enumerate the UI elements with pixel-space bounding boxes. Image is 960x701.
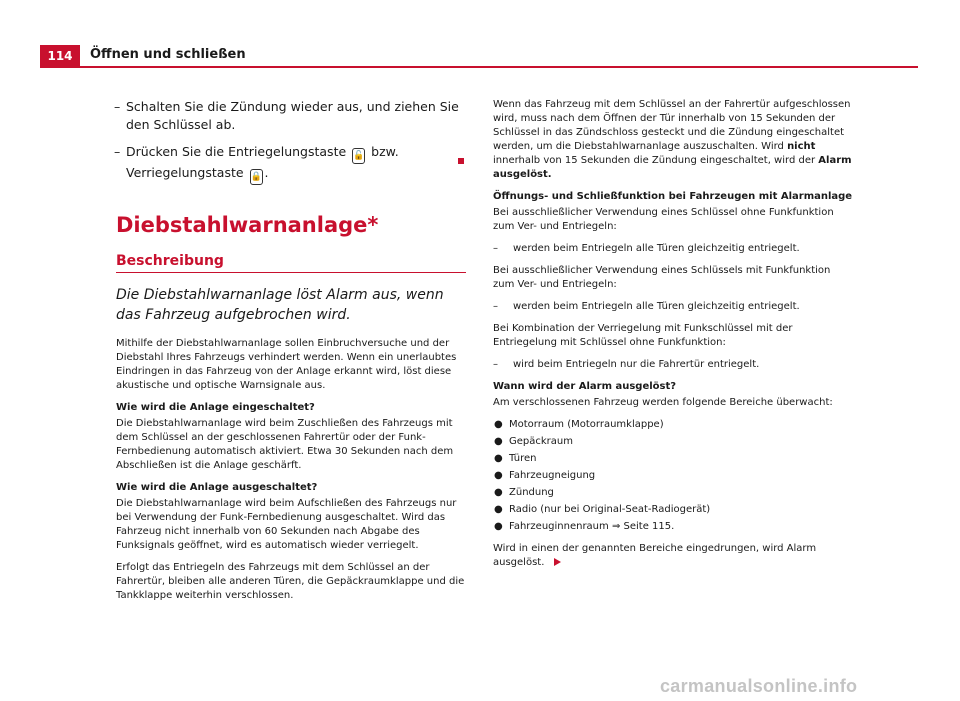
dash-marker: – [114, 99, 121, 114]
header-divider [40, 66, 918, 68]
dash-marker: – [493, 301, 498, 312]
continue-arrow-icon [554, 558, 561, 566]
emphasis-text: nicht [787, 141, 816, 152]
bullet-icon: ● [494, 453, 503, 464]
bullet-icon: ● [494, 470, 503, 481]
paragraph: Erfolgt das Entriegeln des Fahrzeugs mit dem Schlüssel an der Fahrertür, bleiben alle anderen Türen, die Gepäckraumklappe und die Tankklappe weiterhin verschlossen. [116, 562, 465, 601]
step-item [116, 143, 466, 185]
intro-text: Die Diebstahlwarnanlage löst Alarm aus, wenn das Fahrzeug aufgebrochen wird. [116, 287, 444, 323]
paragraph: Bei ausschließlicher Verwendung eines Schlüssel ohne Funkfunktion zum Ver- und Entriegeln: [493, 207, 834, 232]
bullet-icon: ● [494, 436, 503, 447]
step-text-middle: bzw. Verriegelungstaste [126, 144, 399, 180]
list-item-text: Motorraum (Motorraumklappe) [509, 419, 664, 430]
lock-key-icon: 🔒 [250, 169, 263, 185]
bullet-icon: ● [494, 521, 503, 532]
paragraph: Die Diebstahlwarnanlage wird beim Zuschließen des Fahrzeugs mit dem Schlüssel an der geschlossenen Fahrertür oder der Funk-Fernbedienung automatisch aktiviert. Etwa 30 Sekunden nach dem Abschließen ist die Anlage geschärft. [116, 418, 454, 471]
alarm-heading: Wann wird der Alarm ausgelöst? [493, 381, 677, 392]
paragraph: Die Diebstahlwarnanlage wird beim Aufschließen des Fahrzeugs nur bei Verwendung der Funk-Fernbedienung ausgeschaltet. Wird das Fahrzeug nicht innerhalb von 60 Sekunden nach Abgabe des Funksignals geöffnet, wird es automatisch wieder verriegelt. [116, 498, 457, 551]
left-column [116, 98, 466, 603]
list-item [493, 469, 853, 483]
list-item-text: Zündung [509, 487, 554, 498]
dash-item [493, 242, 853, 256]
paragraph: Mithilfe der Diebstahlwarnanlage sollen Einbruchversuche und der Diebstahl Ihres Fahrzeugs verhindert werden. Wenn ein unerlaubtes Eindringen in das Fahrzeug von der Anlage erkannt wird, löst diese akustische und optische Warnsignale aus. [116, 338, 457, 391]
step-text-after: . [264, 165, 269, 180]
text-run: Wenn das Fahrzeug mit dem Schlüssel an der Fahrertür aufgeschlossen wird, muss nach dem Öffnen der Tür innerhalb von 15 Sekunden der Schlüssel in das Zündschloss gesteckt und die Zündung eingeschaltet werden, um die Diebstahlwarnanlage auszuschalten. Wird [493, 99, 851, 152]
dash-item [493, 358, 853, 372]
section-end-icon [458, 158, 464, 164]
unlock-key-icon: 🔓 [352, 148, 365, 164]
question-heading: Wie wird die Anlage ausgeschaltet? [116, 482, 318, 493]
paragraph [493, 542, 853, 570]
dash-text: werden beim Entriegeln alle Türen gleichzeitig entriegelt. [513, 301, 800, 312]
dash-text: werden beim Entriegeln alle Türen gleichzeitig entriegelt. [513, 243, 800, 254]
text-run: innerhalb von 15 Sekunden die Zündung eingeschaltet, wird der [493, 155, 816, 166]
list-item [493, 486, 853, 500]
dash-marker: – [493, 359, 498, 370]
right-column [493, 98, 853, 570]
question-heading: Wie wird die Anlage eingeschaltet? [116, 402, 315, 413]
watermark: carmanualsonline.info [660, 676, 858, 696]
paragraph: Bei ausschließlicher Verwendung eines Schlüssels mit Funkfunktion zum Ver- und Entriegeln: [493, 265, 831, 290]
text-run: Wird in einen der genannten Bereiche eingedrungen, wird Alarm ausgelöst. [493, 543, 817, 568]
paragraph: Bei Kombination der Verriegelung mit Funkschlüssel mit der Entriegelung mit Schlüssel ohne Funkfunktion: [493, 323, 793, 348]
list-item-text: Radio (nur bei Original-Seat-Radiogerät) [509, 504, 711, 515]
list-item-text: Fahrzeugneigung [509, 470, 596, 481]
emphasis-text: Alarm ausgelöst. [493, 155, 852, 180]
function-heading: Öffnungs- und Schließfunktion bei Fahrzeugen mit Alarmanlage [493, 191, 853, 202]
step-text-before: Drücken Sie die Entriegelungstaste [126, 144, 347, 159]
step-item [116, 98, 466, 134]
paragraph [493, 98, 853, 182]
page-number: 114 [40, 45, 80, 67]
list-item[interactable] [493, 520, 853, 534]
list-item [493, 418, 853, 432]
dash-text: wird beim Entriegeln nur die Fahrertür entriegelt. [513, 359, 760, 370]
list-item [493, 503, 853, 517]
paragraph: Am verschlossenen Fahrzeug werden folgende Bereiche überwacht: [493, 397, 833, 408]
list-item [493, 452, 853, 466]
dash-item [493, 300, 853, 314]
bullet-icon: ● [494, 487, 503, 498]
dash-marker: – [114, 144, 121, 159]
monitored-areas-list [493, 418, 853, 534]
list-item [493, 435, 853, 449]
list-item-text: Gepäckraum [509, 436, 573, 447]
bullet-icon: ● [494, 419, 503, 430]
list-item-text: Türen [509, 453, 537, 464]
dash-marker: – [493, 243, 498, 254]
bullet-icon: ● [494, 504, 503, 515]
step-text: Schalten Sie die Zündung wieder aus, und ziehen Sie den Schlüssel ab. [126, 99, 459, 132]
section-title: Diebstahlwarnanlage* [116, 213, 379, 237]
subsection-title: Beschreibung [116, 253, 466, 273]
page-reference-link[interactable]: Fahrzeuginnenraum ⇒ Seite 115. [509, 521, 675, 532]
page-header-title: Öffnen und schließen [90, 47, 246, 62]
